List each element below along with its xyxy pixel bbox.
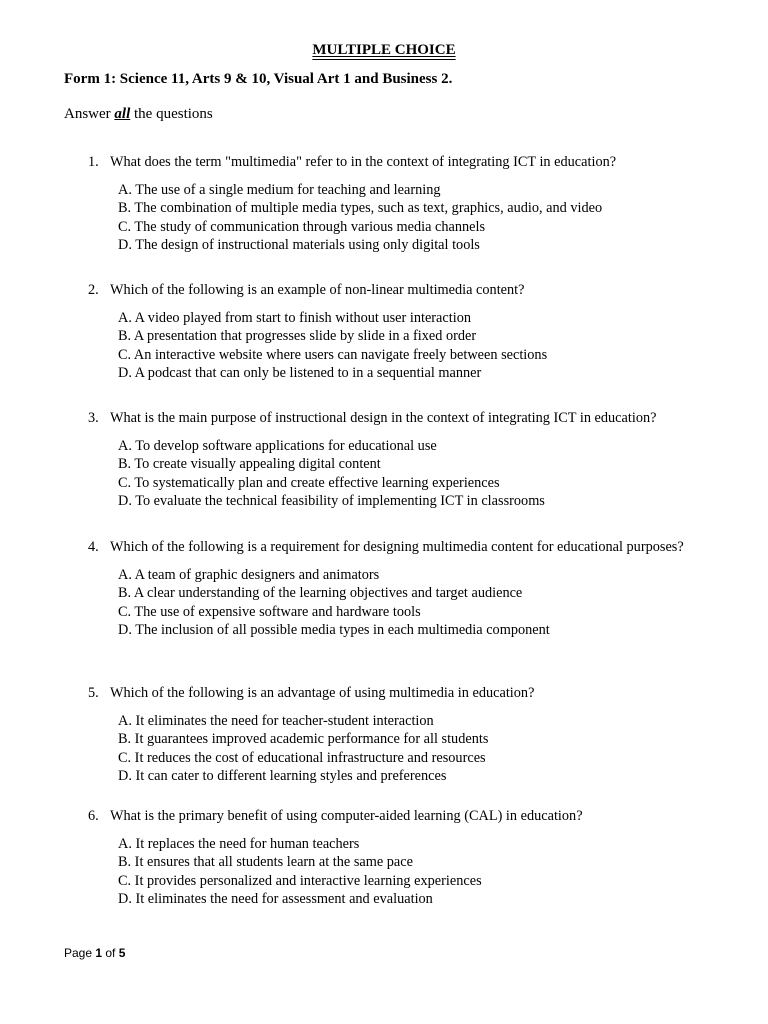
question-3 <box>88 409 728 510</box>
option-b[interactable]: B. The combination of multiple media types, such as text, graphics, audio, and video <box>118 200 603 217</box>
option-a[interactable]: A. It replaces the need for human teachers <box>118 836 360 852</box>
option-d[interactable]: D. It eliminates the need for assessment and evaluation <box>118 890 433 907</box>
question-text: Which of the following is an advantage of using multimedia in education? <box>110 685 535 701</box>
question-number: 3. <box>88 410 99 426</box>
instruction-line: Answer all the questions <box>64 106 213 122</box>
option-a[interactable]: A. A team of graphic designers and animators <box>118 567 380 583</box>
option-d[interactable]: D. It can cater to different learning styles and preferences <box>118 767 447 784</box>
option-c[interactable]: C. To systematically plan and create effective learning experiences <box>118 474 500 491</box>
question-number: 6. <box>88 808 99 824</box>
option-b[interactable]: B. A presentation that progresses slide by slide in a fixed order <box>118 328 477 345</box>
question-4 <box>88 538 728 639</box>
options-list <box>118 309 728 382</box>
options-list <box>118 437 728 510</box>
page-title: MULTIPLE CHOICE <box>312 42 456 58</box>
question-5 <box>88 684 728 785</box>
question-text: What is the main purpose of instructional design in the context of integrating ICT in education? <box>110 410 657 426</box>
option-a[interactable]: A. To develop software applications for educational use <box>118 438 437 454</box>
option-d[interactable]: D. To evaluate the technical feasibility of implementing ICT in classrooms <box>118 492 545 509</box>
options-list <box>118 181 728 254</box>
question-text: What is the primary benefit of using computer-aided learning (CAL) in education? <box>110 808 583 824</box>
question-number: 4. <box>88 539 99 555</box>
options-list <box>118 712 728 785</box>
option-d[interactable]: D. The inclusion of all possible media types in each multimedia component <box>118 621 550 638</box>
option-b[interactable]: B. It guarantees improved academic performance for all students <box>118 731 489 748</box>
instruction-emphasis: all <box>114 106 131 122</box>
option-c[interactable]: C. The study of communication through various media channels <box>118 218 486 235</box>
question-1 <box>88 153 728 254</box>
option-d[interactable]: D. A podcast that can only be listened to in a sequential manner <box>118 364 482 381</box>
option-a[interactable]: A. It eliminates the need for teacher-student interaction <box>118 713 434 729</box>
question-number: 1. <box>88 154 99 170</box>
option-a[interactable]: A. The use of a single medium for teaching and learning <box>118 182 441 198</box>
option-d[interactable]: D. The design of instructional materials using only digital tools <box>118 236 480 253</box>
page-number: Page 1 of 5 <box>64 946 126 960</box>
options-list <box>118 835 728 908</box>
question-6 <box>88 807 728 908</box>
question-number: 2. <box>88 282 99 298</box>
option-b[interactable]: B. To create visually appealing digital content <box>118 456 381 473</box>
options-list <box>118 566 728 639</box>
option-c[interactable]: C. An interactive website where users can navigate freely between sections <box>118 346 548 363</box>
option-c[interactable]: C. It reduces the cost of educational infrastructure and resources <box>118 749 486 766</box>
option-b[interactable]: B. It ensures that all students learn at the same pace <box>118 854 413 871</box>
option-a[interactable]: A. A video played from start to finish without user interaction <box>118 310 471 326</box>
question-text: What does the term "multimedia" refer to in the context of integrating ICT in education? <box>110 154 617 170</box>
question-text: Which of the following is an example of non-linear multimedia content? <box>110 282 525 298</box>
question-number: 5. <box>88 685 99 701</box>
option-c[interactable]: C. It provides personalized and interactive learning experiences <box>118 872 482 889</box>
question-2 <box>88 281 728 382</box>
option-c[interactable]: C. The use of expensive software and hardware tools <box>118 603 421 620</box>
option-b[interactable]: B. A clear understanding of the learning objectives and target audience <box>118 585 523 602</box>
form-classes-line: Form 1: Science 11, Arts 9 & 10, Visual Art 1 and Business 2. <box>64 71 453 87</box>
question-text: Which of the following is a requirement for designing multimedia content for educational purposes? <box>110 539 684 555</box>
